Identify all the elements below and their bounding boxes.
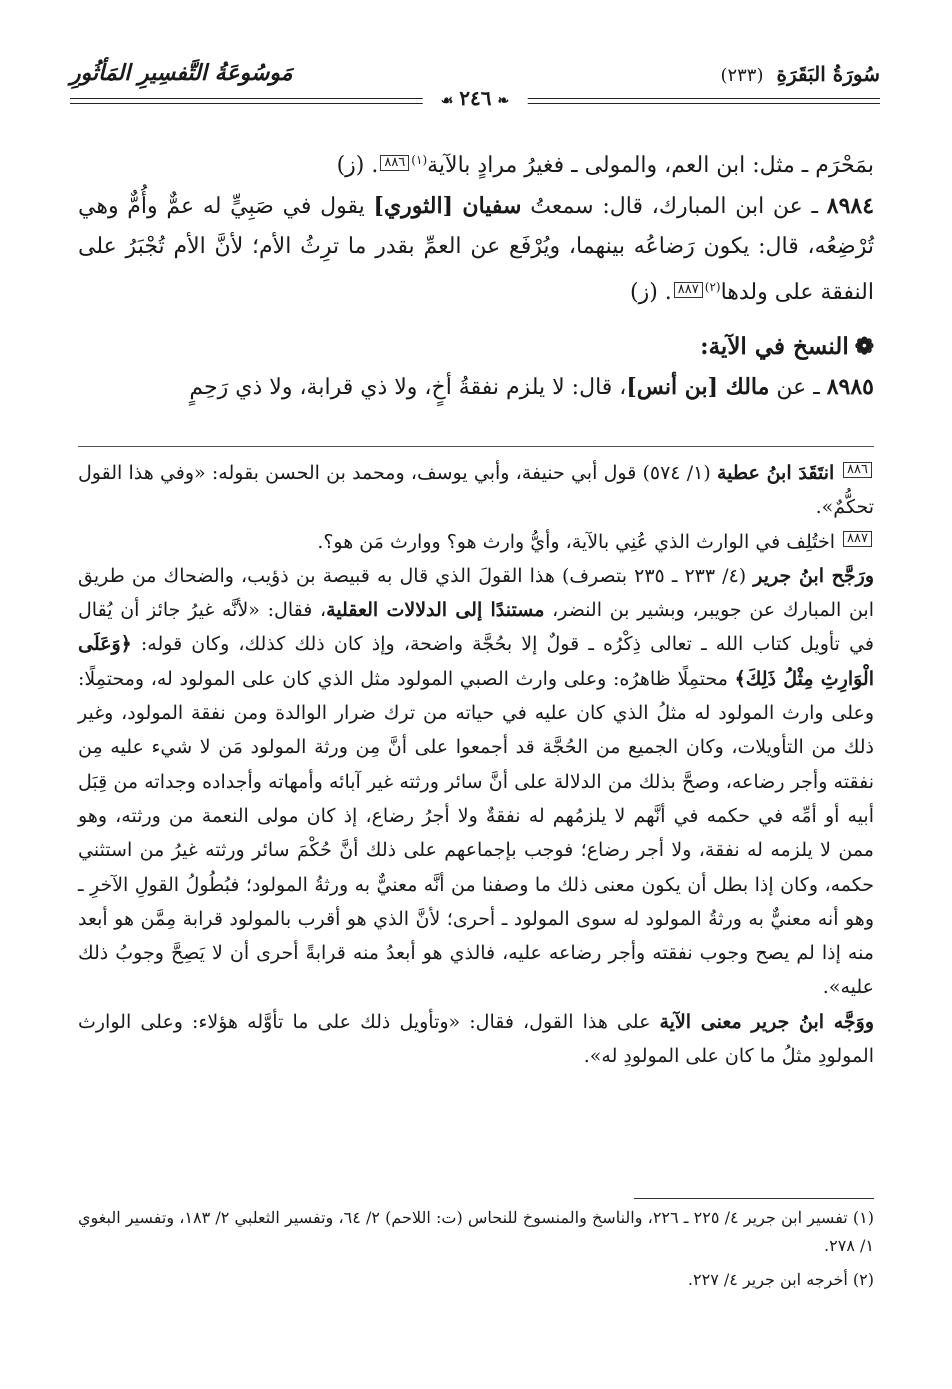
note-label-886: ٨٨٦ xyxy=(843,462,872,478)
tarjih-paragraph xyxy=(78,559,874,1005)
page-header xyxy=(70,58,880,128)
text-run: محتمِلًا ظاهرُه: وعلى وارث الصبي المولود مثل الذي كان على المولود له، ومحتمِلًا: وعلى وارث المولود له مثلُ الذي كان عليه في حياته من ترك ضرار الوالدة ومن نفقة المولود، وغير ذلك من التأويلات، وكان الجميع من الحُجَّة قد أجمعوا على أنَّ مِن ورثة المولود مَن لا شيء عليه مِن نفقته وأجر رضاعه، وصحَّ بذلك من الدلالة على أنَّ سائر ورثته غير آبائه وأمهاته وأجداده وجداته من قِبَل أبيه أو أمِّه في حكمه في أنَّهم لا يلزمُهم له نفقةٌ ولا أجرُ رضاع، إذ كان مولى النعمة من ورثته، وهو ممن لا يلزمه له نفقة، ولا أجر رضاع؛ فوجب بإجماعهم على ذلك أنَّ حُكْمَ سائر ورثته غيرُ من استثني حكمه، وكان إذا بطل أن يكون معنى ذلك ما وصفنا من أنَّه معنيٌّ به ورثةُ المولود؛ فبُطُولُ القولِ الآخرِ ـ وهو أنه معنيٌّ به ورثةُ المولود له سوى المولود ـ أحرى؛ لأنَّ الذي هو أقرب بالمولود قرابة مِمَّن هو أبعد منه إذا لم يصح وجوب نفقته وأجر رضاعه عليه، فالذي هو أبعدُ منه قرابةً أحرى أن لا يَصِحَّ وجوبُ ذلك عليه». xyxy=(78,667,874,999)
report-number: ٨٩٨٤ xyxy=(826,193,875,219)
notes-divider xyxy=(78,446,874,447)
report-8985 xyxy=(78,367,874,408)
wajjah-paragraph xyxy=(78,1005,874,1074)
text-run: انتَقَدَ ابنُ عطية xyxy=(716,462,842,484)
ornament-icon: ☙ xyxy=(440,93,454,109)
report-8984 xyxy=(78,186,874,313)
page-number-block xyxy=(423,86,528,110)
editor-notes xyxy=(78,456,874,1073)
footnote-2: (٢) أخرجه ابن جرير ٤/ ٢٢٧. xyxy=(687,1270,874,1289)
verse-number: (٢٣٣) xyxy=(720,65,764,86)
ornament-icon: ❧ xyxy=(497,93,510,109)
page-number: ٢٤٦ xyxy=(459,86,492,110)
text-run: يقول في صَبِيٍّ له عمٌّ وأُمٌّ وهي تُرْضِعُه، قال: يكون رَضاعُه بينهما، ويُرْفَع عن العمِّ بقدر ما ترِثُ الأم؛ لأنَّ الأم تُجْبَرُ على النفقة على ولدها xyxy=(78,194,874,305)
note-label-887: ٨٨٧ xyxy=(843,531,872,547)
text-run: (١/ ٥٧٤) قول أبي حنيفة، وأبي يوسف، ومحمد بن الحسن بقوله: «وفي هذا القول تحكُّمٌ». xyxy=(78,462,874,519)
text-run: ورَجَّح ابنُ جرير xyxy=(753,564,874,587)
text-run: . (ز) xyxy=(336,153,379,178)
text-run: مستندًا إلى الدلالات العقلية xyxy=(326,599,545,622)
note-ref-887[interactable]: ٨٨٧ xyxy=(674,282,703,298)
text-run: اختُلِف في الوارث الذي عُنِي بالآية، وأيُّ وارث هو؟ ووارث مَن هو؟. xyxy=(317,530,842,553)
note-886 xyxy=(78,456,874,525)
footnote-rule xyxy=(634,1198,874,1199)
footnote-marker: (٢) xyxy=(704,280,721,294)
quran-quote: ﴿وَعَلَى الْوَارِثِ مِثْلُ ذَلِكَ﴾ xyxy=(78,633,874,690)
paragraph-continuation xyxy=(78,140,874,186)
book-title: مَوسُوعَةُ التَّفسِيرِ المَأثُورِ xyxy=(70,60,293,86)
text-run: (٤/ ٢٣٣ ـ ٢٣٥ بتصرف) هذا القولَ الذي قال به قبيصة بن ذؤيب، والضحاك من طريق ابن المبارك عن جويبر، وبشير بن النضر، xyxy=(78,564,874,622)
text-run: ـ عن ابن المبارك، قال: سمعتُ xyxy=(521,194,827,219)
text-run: ـ عن xyxy=(769,375,827,400)
note-ref-886[interactable]: ٨٨٦ xyxy=(380,155,409,171)
narrator-name: مالك [بن أنس] xyxy=(626,374,770,400)
report-number: ٨٩٨٥ xyxy=(826,374,874,400)
flower-icon: ❁ xyxy=(854,333,874,360)
footnote-1: (١) تفسير ابن جرير ٤/ ٢٢٥ ـ ٢٢٦، والناسخ والمنسوخ للنحاس (ت: اللاحم) ٢/ ٦٤، وتفسير الثعلبي ٢/ ١٨٣، وتفسير البغوي ١/ ٢٧٨. xyxy=(78,1208,875,1255)
surah-heading xyxy=(720,62,880,86)
main-text xyxy=(78,140,874,408)
surah-name: سُورَةُ البَقَرَةِ xyxy=(776,62,880,86)
text-run: ، فقال: «لأنَّه غيرُ جائز أن يُقال في تأويل كتاب الله ـ تعالى ذِكْرُه ـ قولٌ إلا بحُجَّة واضحة، وإذ كان ذلك كذلك، وكان قوله: xyxy=(78,599,874,656)
section-title: النسخ في الآية: xyxy=(700,333,849,360)
note-887 xyxy=(78,525,874,559)
footnotes xyxy=(78,1204,874,1294)
text-run: . (ز) xyxy=(630,280,672,305)
text-run: ، قال: لا يلزم نفقةُ أخٍ، ولا ذي قرابة، ولا ذي رَحِمٍ xyxy=(189,375,627,400)
narrator-name: سفيان [الثوري] xyxy=(373,193,522,219)
text-run: بمَحْرَم ـ مثل: ابن العم، والمولى ـ فغيرُ مرادٍ بالآية xyxy=(427,153,874,178)
text-run: ووَجَّه ابنُ جرير معنى الآية xyxy=(659,1010,874,1033)
text-run: على هذا القول، فقال: «وتأويل ذلك على ما تأوَّله هؤلاء: وعلى الوارث المولودِ مثلُ ما كان على المولودِ له». xyxy=(78,1010,874,1068)
section-heading xyxy=(78,327,874,367)
footnote-marker: (١) xyxy=(411,153,428,167)
